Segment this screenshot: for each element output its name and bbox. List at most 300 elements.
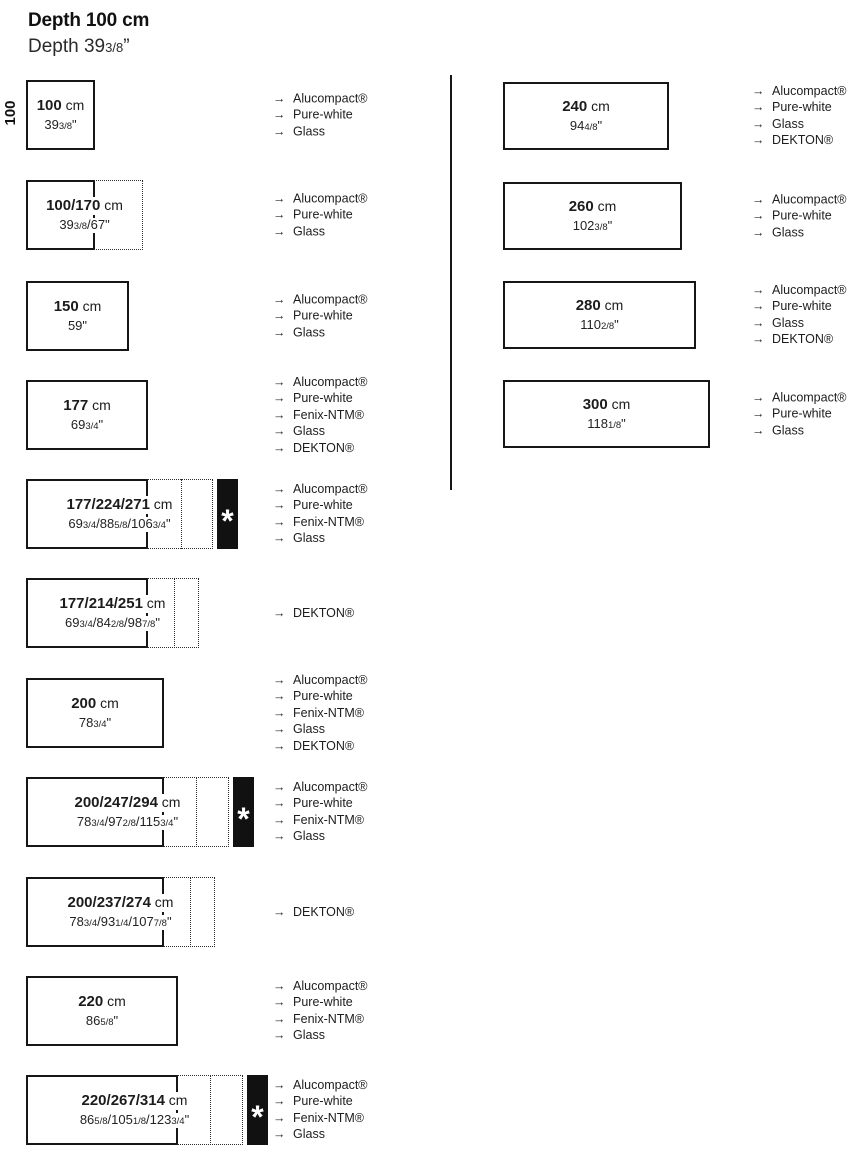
inch-fraction: 7/8 (153, 917, 167, 929)
size-inches-label (74, 815, 181, 830)
size-cm-unit: cm (88, 397, 111, 414)
size-inches-label (62, 616, 163, 631)
size-row (26, 281, 368, 351)
inch-fraction: 3/8 (594, 221, 608, 233)
inch-text: 39 (59, 216, 74, 232)
size-cm-value: 200 (71, 695, 97, 713)
subtitle-fraction: 3/8 (105, 40, 124, 55)
size-shape (26, 1075, 243, 1145)
size-cm-label (580, 396, 634, 413)
material-item (752, 406, 847, 422)
inch-fraction: 1/4 (115, 917, 129, 929)
arrow-icon: → (273, 207, 286, 222)
inch-text: " (98, 416, 104, 432)
size-cm-unit: cm (593, 198, 617, 215)
material-label: Glass (293, 1028, 325, 1043)
inch-fraction: 3/4 (83, 917, 98, 929)
size-shape (26, 281, 129, 351)
inch-text: 69 (68, 515, 83, 531)
material-label: Glass (293, 829, 325, 844)
inch-text: 39 (44, 116, 59, 132)
arrow-icon: → (752, 225, 765, 240)
size-cm-label (559, 98, 613, 115)
inch-fraction: 3/4 (91, 817, 105, 829)
inch-text: 59" (67, 317, 88, 333)
size-cm-unit: cm (164, 1092, 188, 1109)
material-item (273, 324, 368, 340)
materials-list (752, 83, 847, 149)
subtitle-prefix: Depth 39 (28, 36, 106, 57)
arrow-icon: → (752, 316, 765, 330)
size-cm-label (57, 595, 169, 612)
size-label (26, 877, 215, 947)
material-label: Glass (772, 225, 804, 240)
size-cm-label (65, 894, 177, 911)
size-row (26, 976, 368, 1046)
material-label: Fenix-NTM® (293, 515, 365, 529)
arrow-icon: → (273, 689, 286, 704)
size-inches-label (56, 218, 112, 233)
size-cm-unit: cm (103, 993, 126, 1010)
size-cm-unit: cm (587, 98, 610, 115)
size-cm-label (72, 794, 184, 811)
size-cm-unit: cm (142, 595, 166, 612)
arrow-icon: → (273, 440, 286, 455)
size-cm-value: 100 (36, 97, 62, 115)
inch-text: " (173, 813, 179, 829)
size-cm-unit: cm (78, 298, 102, 315)
size-shape (26, 80, 95, 150)
size-cm-value: 220/267/314 (81, 1092, 165, 1110)
arrow-icon: → (752, 84, 765, 99)
inch-text: /97 (104, 813, 123, 829)
size-row (26, 1075, 368, 1145)
material-item (752, 315, 847, 331)
size-row (503, 380, 847, 448)
size-shape (26, 678, 164, 748)
material-label: Alucompact® (772, 390, 847, 405)
arrow-icon: → (273, 995, 286, 1010)
material-label: Alucompact® (293, 374, 368, 389)
material-label: Pure-white (772, 100, 832, 115)
material-item (752, 331, 847, 347)
arrow-icon: → (273, 605, 286, 620)
arrow-icon: → (273, 91, 286, 106)
arrow-icon: → (273, 224, 286, 239)
size-row (26, 80, 368, 150)
material-item (273, 1011, 368, 1027)
inch-fraction: 3/4 (79, 618, 93, 630)
inch-fraction: 2/8 (110, 618, 125, 630)
material-label: Glass (293, 124, 325, 139)
materials-list (273, 605, 354, 621)
material-item (273, 1077, 368, 1093)
material-item (273, 223, 368, 239)
material-label: Glass (293, 424, 325, 439)
material-label: Pure-white (772, 406, 832, 421)
inch-fraction: 5/8 (114, 519, 128, 531)
inch-fraction: 3/4 (93, 718, 107, 730)
arrow-icon: → (273, 531, 286, 546)
inch-text: " (106, 714, 112, 730)
arrow-icon: → (273, 1094, 286, 1109)
size-label (503, 82, 669, 150)
inch-text: /67" (87, 216, 110, 232)
inch-text: 69 (70, 416, 86, 432)
material-label: Glass (293, 224, 325, 239)
material-label: Fenix-NTM® (293, 813, 365, 827)
inch-text: " (166, 913, 172, 929)
size-cm-value: 300 (582, 396, 608, 414)
size-label (26, 180, 143, 250)
size-cm-label (64, 496, 176, 513)
size-cm-label (573, 297, 627, 314)
size-inches-label (65, 517, 173, 532)
inch-fraction: 3/4 (85, 420, 99, 432)
material-item (752, 83, 847, 99)
size-row (26, 180, 368, 250)
arrow-icon: → (273, 705, 286, 720)
material-label: DEKTON® (772, 133, 834, 148)
material-label: Glass (772, 117, 804, 131)
material-label: Pure-white (293, 107, 353, 122)
size-cm-label (75, 993, 129, 1010)
arrow-icon: → (273, 124, 286, 139)
inch-text: /98 (124, 614, 143, 630)
material-label: Glass (293, 531, 325, 546)
material-item (273, 190, 368, 206)
size-cm-value: 100/170 (46, 197, 101, 215)
material-item (273, 481, 368, 497)
material-label: Pure-white (293, 796, 353, 811)
arrow-icon: → (752, 192, 765, 207)
page-subtitle (28, 36, 130, 58)
star-badge: * (233, 777, 254, 847)
material-item (273, 498, 368, 514)
inch-text: " (155, 614, 160, 630)
inch-fraction: 1/8 (607, 419, 622, 431)
arrow-icon: → (273, 1012, 286, 1026)
inch-text: 69 (65, 614, 80, 630)
material-item (273, 1126, 368, 1142)
size-inches-label (570, 219, 616, 234)
material-item (752, 208, 847, 224)
material-label: Alucompact® (772, 84, 847, 99)
size-row (503, 82, 847, 150)
size-shape (26, 479, 213, 549)
materials-list (273, 904, 354, 920)
materials-list (273, 779, 368, 845)
arrow-icon: → (273, 191, 286, 206)
material-item (273, 107, 368, 123)
material-item (752, 389, 847, 405)
material-item (273, 779, 368, 795)
material-label: Pure-white (293, 391, 353, 406)
size-shape (26, 976, 178, 1046)
inch-text: 118 (587, 415, 608, 431)
size-cm-unit: cm (100, 197, 123, 214)
material-item (273, 1110, 368, 1126)
size-label (26, 80, 95, 150)
material-label: Fenix-NTM® (293, 1111, 365, 1125)
arrow-icon: → (273, 424, 286, 439)
arrow-icon: → (273, 904, 286, 919)
inch-text: " (614, 316, 619, 332)
material-item (752, 191, 847, 207)
size-cm-value: 200/247/294 (74, 794, 158, 812)
arrow-icon: → (752, 406, 765, 421)
size-shape (26, 578, 199, 648)
size-cm-label (79, 1092, 191, 1109)
material-item (273, 828, 368, 844)
size-inches-label (41, 118, 79, 133)
size-cm-value: 177/214/251 (59, 595, 143, 613)
material-label: DEKTON® (293, 605, 355, 620)
material-item (273, 123, 368, 139)
arrow-icon: → (273, 738, 286, 753)
size-cm-unit: cm (607, 396, 631, 413)
star-badge: * (247, 1075, 268, 1145)
inch-fraction: 3/4 (152, 519, 166, 531)
material-item (273, 390, 368, 406)
size-label (26, 479, 213, 549)
inch-text: /115 (135, 813, 161, 829)
size-cm-value: 177 (63, 397, 89, 415)
size-cm-label (60, 397, 114, 414)
material-label: DEKTON® (293, 440, 355, 455)
arrow-icon: → (752, 390, 765, 405)
material-item (752, 100, 847, 116)
materials-list (273, 291, 368, 340)
size-inches-label (65, 319, 90, 334)
size-label (26, 777, 229, 847)
materials-list (273, 374, 368, 456)
size-cm-value: 260 (568, 198, 594, 216)
size-cm-label (68, 695, 122, 712)
size-label (26, 1075, 243, 1145)
material-item (752, 299, 847, 315)
inch-text: /93 (97, 913, 116, 929)
inch-fraction: 7/8 (142, 618, 156, 630)
size-shape (503, 281, 696, 349)
material-label: Fenix-NTM® (293, 1012, 365, 1026)
arrow-icon: → (273, 515, 286, 529)
inch-text: /84 (92, 614, 111, 630)
material-label: Glass (293, 722, 325, 737)
column-divider (450, 75, 452, 490)
material-label: Glass (772, 316, 804, 330)
arrow-icon: → (273, 829, 286, 844)
inch-fraction: 3/8 (58, 120, 73, 132)
size-inches-label (577, 318, 622, 333)
size-row (26, 479, 368, 549)
arrow-icon: → (752, 423, 765, 438)
inch-text: 86 (79, 1111, 95, 1127)
material-item (273, 514, 368, 530)
material-item (273, 721, 368, 737)
size-cm-unit: cm (149, 496, 173, 513)
inch-text: " (597, 117, 603, 133)
size-row (26, 374, 368, 455)
page-title: Depth 100 cm (28, 10, 150, 31)
inch-text: 86 (85, 1012, 101, 1028)
inch-text: 94 (569, 117, 585, 133)
arrow-icon: → (273, 482, 286, 497)
inch-text: " (72, 116, 77, 132)
size-cm-unit: cm (61, 97, 85, 114)
size-cm-value: 200/237/274 (67, 894, 151, 912)
material-item (273, 440, 368, 456)
arrow-icon: → (273, 780, 286, 795)
material-item (273, 291, 368, 307)
material-item (752, 116, 847, 132)
materials-list (273, 978, 368, 1044)
material-label: DEKTON® (293, 904, 355, 919)
size-inches-label (567, 119, 605, 134)
star-badge: * (217, 479, 238, 549)
arrow-icon: → (273, 308, 286, 323)
arrow-icon: → (273, 722, 286, 737)
inch-text: 102 (572, 217, 595, 233)
material-item (273, 672, 368, 688)
size-cm-label (43, 197, 126, 214)
inch-text: 78 (76, 813, 92, 829)
material-item (752, 282, 847, 298)
inch-fraction: 2/8 (600, 320, 615, 332)
arrow-icon: → (273, 1111, 286, 1125)
material-label: Pure-white (293, 1094, 353, 1109)
size-cm-value: 150 (53, 298, 79, 316)
size-inches-label (584, 417, 629, 432)
arrow-icon: → (273, 391, 286, 406)
arrow-icon: → (273, 1078, 286, 1093)
arrow-icon: → (273, 107, 286, 122)
material-item (273, 530, 368, 546)
size-shape (503, 380, 710, 448)
materials-list (752, 389, 847, 438)
arrow-icon: → (752, 117, 765, 131)
size-cm-value: 220 (78, 993, 104, 1011)
size-cm-label (51, 298, 105, 315)
material-label: Glass (293, 1127, 325, 1142)
material-item (273, 812, 368, 828)
inch-text: /107 (128, 913, 154, 929)
arrow-icon: → (273, 325, 286, 340)
size-row (503, 281, 847, 349)
material-label: Alucompact® (293, 1078, 368, 1093)
arrow-icon: → (273, 292, 286, 307)
size-row (26, 672, 368, 753)
inch-fraction: 5/8 (100, 1016, 114, 1028)
materials-list (752, 282, 847, 348)
depth-axis-label: 100 (2, 100, 19, 126)
arrow-icon: → (752, 100, 765, 115)
material-item (752, 422, 847, 438)
size-label (26, 678, 164, 748)
material-label: Pure-white (772, 208, 832, 223)
size-cm-label (566, 198, 620, 215)
arrow-icon: → (752, 208, 765, 223)
size-cm-unit: cm (96, 695, 119, 712)
arrow-icon: → (273, 498, 286, 513)
material-item (273, 738, 368, 754)
material-item (273, 1027, 368, 1043)
size-inches-label (77, 1113, 192, 1128)
size-row (26, 777, 368, 847)
arrow-icon: → (273, 672, 286, 687)
material-label: Alucompact® (293, 292, 368, 307)
material-item (752, 132, 847, 148)
inch-text: /106 (127, 515, 153, 531)
material-label: Alucompact® (772, 283, 847, 298)
inch-text: " (621, 415, 626, 431)
arrow-icon: → (273, 1127, 286, 1142)
material-item (273, 407, 368, 423)
size-label (26, 281, 129, 351)
subtitle-quote: ” (123, 36, 130, 57)
size-row (503, 182, 847, 250)
inch-fraction: 2/8 (122, 817, 136, 829)
size-cm-label (34, 97, 88, 114)
materials-list (273, 90, 368, 139)
material-item (752, 224, 847, 240)
material-label: Glass (293, 325, 325, 340)
material-label: DEKTON® (772, 332, 834, 347)
material-label: Fenix-NTM® (293, 407, 365, 422)
arrow-icon: → (273, 1028, 286, 1043)
size-cm-value: 280 (575, 297, 601, 315)
inch-fraction: 3/4 (171, 1115, 185, 1127)
materials-list (273, 672, 368, 754)
material-label: Alucompact® (293, 672, 368, 687)
material-item (273, 796, 368, 812)
size-inches-label (76, 716, 114, 731)
inch-text: " (607, 217, 613, 233)
material-item (273, 1094, 368, 1110)
material-label: Glass (772, 423, 804, 438)
inch-text: " (113, 1012, 119, 1028)
size-cm-unit: cm (600, 297, 624, 314)
material-item (273, 374, 368, 390)
inch-fraction: 1/8 (132, 1115, 147, 1127)
material-label: Pure-white (293, 995, 353, 1010)
material-label: Pure-white (293, 498, 353, 513)
size-label (503, 380, 710, 448)
inch-fraction: 3/8 (73, 220, 87, 232)
arrow-icon: → (273, 796, 286, 811)
size-label (503, 281, 696, 349)
material-label: Alucompact® (293, 191, 368, 206)
material-label: Pure-white (772, 299, 832, 314)
material-item (273, 688, 368, 704)
arrow-icon: → (752, 332, 765, 347)
arrow-icon: → (273, 407, 286, 422)
size-inches-label (66, 915, 174, 930)
material-label: Alucompact® (293, 482, 368, 497)
inch-text: /88 (96, 515, 115, 531)
size-label (26, 380, 148, 450)
size-inches-label (68, 418, 106, 433)
arrow-icon: → (273, 374, 286, 389)
size-label (26, 976, 178, 1046)
size-row (26, 877, 355, 947)
size-row (26, 578, 355, 648)
size-cm-unit: cm (150, 894, 174, 911)
material-label: Pure-white (293, 207, 353, 222)
material-item (273, 90, 368, 106)
size-shape (26, 380, 148, 450)
material-label: Pure-white (293, 689, 353, 704)
